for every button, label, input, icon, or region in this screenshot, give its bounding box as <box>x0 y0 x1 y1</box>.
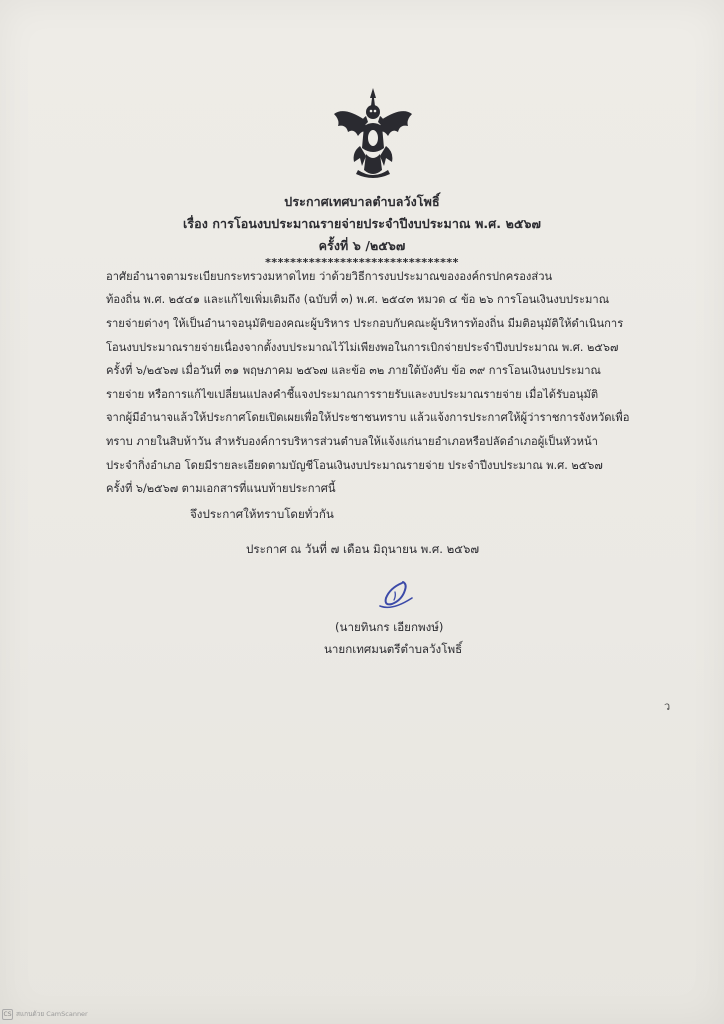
signatory-position: นายกเทศมนตรีตำบลวังโพธิ์ <box>324 642 463 656</box>
body-line: อาศัยอำนาจตามระเบียบกระทรวงมหาดไทย ว่าด้วยวิธีการงบประมาณขององค์กรปกครองส่วน <box>106 270 553 283</box>
body-line: โอนงบประมาณรายจ่ายเนื่องจากตั้งงบประมาณไว้ไม่เพียงพอในการเบิกจ่ายประจำปีงบประมาณ พ.ศ. ๒๕๖๗ <box>106 341 619 354</box>
scanner-footer <box>2 1007 88 1021</box>
body-line: ประจำกิ่งอำเภอ โดยมีรายละเอียดตามบัญชีโอนเงินงบประมาณรายจ่าย ประจำปีงบประมาณ พ.ศ. ๒๕๖๗ <box>106 459 603 472</box>
camscanner-logo-icon: CS <box>3 1010 12 1018</box>
notice-text: จึงประกาศให้ทราบโดยทั่วกัน <box>190 507 334 521</box>
garuda-emblem-icon <box>330 86 416 180</box>
body-line: ท้องถิ่น พ.ศ. ๒๕๔๑ และแก้ไขเพิ่มเติมถึง (ฉบับที่ ๓) พ.ศ. ๒๕๔๓ หมวด ๔ ข้อ ๒๖ การโอนเงินงบประมาณ <box>106 293 610 306</box>
signature-icon <box>372 578 418 612</box>
scanner-footer-text: สแกนด้วย CamScanner <box>16 1010 88 1018</box>
body-line: รายจ่ายต่างๆ ให้เป็นอำนาจอนุมัติของคณะผู้บริหาร ประกอบกับคณะผู้บริหารท้องถิ่น มีมติอนุมัติให้ดำเนินการ <box>106 317 624 330</box>
body-line: รายจ่าย หรือการแก้ไขเปลี่ยนแปลงคำชี้แจงประมาณการรายรับและงบประมาณรายจ่าย เมื่อได้รับอนุมัติ <box>106 388 599 401</box>
body-line: ครั้งที่ ๖/๒๕๖๗ ตามเอกสารที่แนบท้ายประกาศนี้ <box>106 482 336 495</box>
announcement-date: ประกาศ ณ วันที่ ๗ เดือน มิถุนายน พ.ศ. ๒๕๖๗ <box>246 542 480 556</box>
announcement-subject: เรื่อง การโอนงบประมาณรายจ่ายประจำปีงบประมาณ พ.ศ. ๒๕๖๗ <box>182 216 542 231</box>
announcement-number: ครั้งที่ ๖ /๒๕๖๗ <box>318 238 406 253</box>
announcement-title: ประกาศเทศบาลตำบลวังโพธิ์ <box>284 194 440 209</box>
body-line: ทราบ ภายในสิบห้าวัน สำหรับองค์การบริหารส่วนตำบลให้แจ้งแก่นายอำเภอหรือปลัดอำเภอผู้เป็นหัวหน้า <box>106 435 598 448</box>
body-line: ครั้งที่ ๖/๒๕๖๗ เมื่อวันที่ ๓๑ พฤษภาคม ๒๕๖๗ และข้อ ๓๒ ภายใต้บังคับ ข้อ ๓๙ การโอนเงินงบประมาณ <box>106 364 601 377</box>
signatory-name: (นายทินกร เอียกพงษ์) <box>335 620 444 634</box>
body-line: จากผู้มีอำนาจแล้วให้ประกาศโดยเปิดเผยเพื่อให้ประชาชนทราบ แล้วแจ้งการประกาศให้ผู้ว่าราชการจังหวัดเพื่อ <box>106 411 630 424</box>
margin-mark: ว <box>664 700 671 713</box>
separator-line: ******************************* <box>265 256 459 269</box>
